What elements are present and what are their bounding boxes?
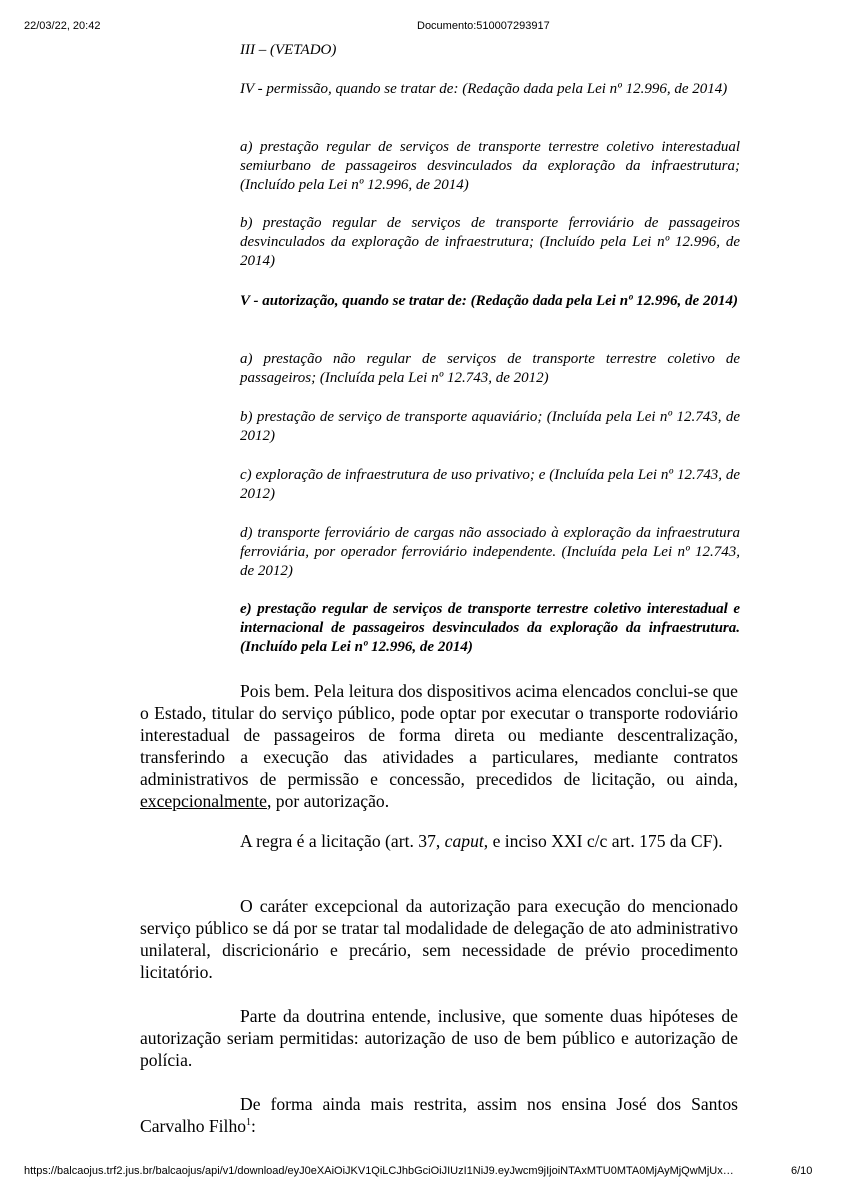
quote-item-vetado: III – (VETADO) (240, 42, 337, 58)
footnote-ref[interactable]: 1 (246, 1117, 252, 1129)
paragraph-5: De forma ainda mais restrita, assim nos ensina José dos Santos Carvalho Filho$^1$: (140, 1094, 738, 1136)
italic-term: caput (444, 831, 484, 851)
quote-item-v: V - autorização, quando se tratar de: (Redação dada pela Lei nº 12.996, de 2014) (240, 293, 738, 309)
paragraph-4: Parte da doutrina entende, inclusive, que somente duas hipóteses de autorização seriam permitidas: autorização de uso de bem público e autorização de polícia. (140, 1006, 738, 1070)
document-id: Documento:510007293917 (417, 20, 550, 32)
page-number: 6/10 (791, 1165, 813, 1177)
quote-item-iv: IV - permissão, quando se tratar de: (Redação dada pela Lei nº 12.996, de 2014) (240, 81, 728, 97)
paragraph-3: O caráter excepcional da autorização para execução do mencionado serviço público se dá por se tratar tal modalidade de delegação de ato administrativo unilateral, discricionário e precário, sem necessidade de prévio procedimento licitatório. (140, 896, 738, 982)
quote-item-v-b: b) prestação de serviço de transporte aquaviário; (Incluída pela Lei nº 12.743, de 2012) (240, 409, 740, 444)
quote-item-v-d: d) transporte ferroviário de cargas não associado à exploração da infraestrutura ferroviária, por operador ferroviário independente. (Incluída pela Lei nº 12.743, de 2012) (240, 525, 740, 579)
quote-item-v-e: e) prestação regular de serviços de transporte terrestre coletivo interestadual e internacional de passageiros desvinculados da exploração da infraestrutura. (Incluído pela Lei nº 12.996, de 2014) (240, 601, 740, 655)
quote-item-iv-b: b) prestação regular de serviços de transporte ferroviário de passageiros desvinculados da exploração de infraestrutura; (Incluído pela Lei nº 12.996, de 2014) (240, 215, 740, 269)
print-datetime: 22/03/22, 20:42 (24, 20, 101, 32)
quote-item-v-c: c) exploração de infraestrutura de uso privativo; e (Incluída pela Lei nº 12.743, de 2012) (240, 467, 740, 502)
underlined-term: excepcionalmente (140, 791, 267, 811)
paragraph-1: Pois bem. Pela leitura dos dispositivos acima elencados conclui-se que o Estado, titular do serviço público, pode optar por executar o transporte rodoviário interestadual de passageiros de forma direta ou mediante descentralização, transferindo a execução das atividades a particulares, mediante contratos administrativos de permissão e concessão, precedidos de licitação, ou ainda, excepcionalmente, por autorização. (140, 681, 738, 811)
quote-item-v-a: a) prestação não regular de serviços de transporte terrestre coletivo de passageiros; (Incluída pela Lei nº 12.743, de 2012) (240, 351, 740, 386)
paragraph-2: A regra é a licitação (art. 37, caput, e inciso XXI c/c art. 175 da CF). (240, 831, 723, 851)
quote-item-iv-a: a) prestação regular de serviços de transporte terrestre coletivo interestadual semiurbano de passageiros desvinculados da exploração da infraestrutura; (Incluído pela Lei nº 12.996, de 2014) (240, 139, 740, 193)
document-url[interactable]: https://balcaojus.trf2.jus.br/balcaojus/api/v1/download/eyJ0eXAiOiJKV1QiLCJhbGciOiJIUzI1NiJ9.eyJwcm9jIjoiNTAxMTU0MTA0MjAyMjQwMjUx… (24, 1165, 734, 1177)
